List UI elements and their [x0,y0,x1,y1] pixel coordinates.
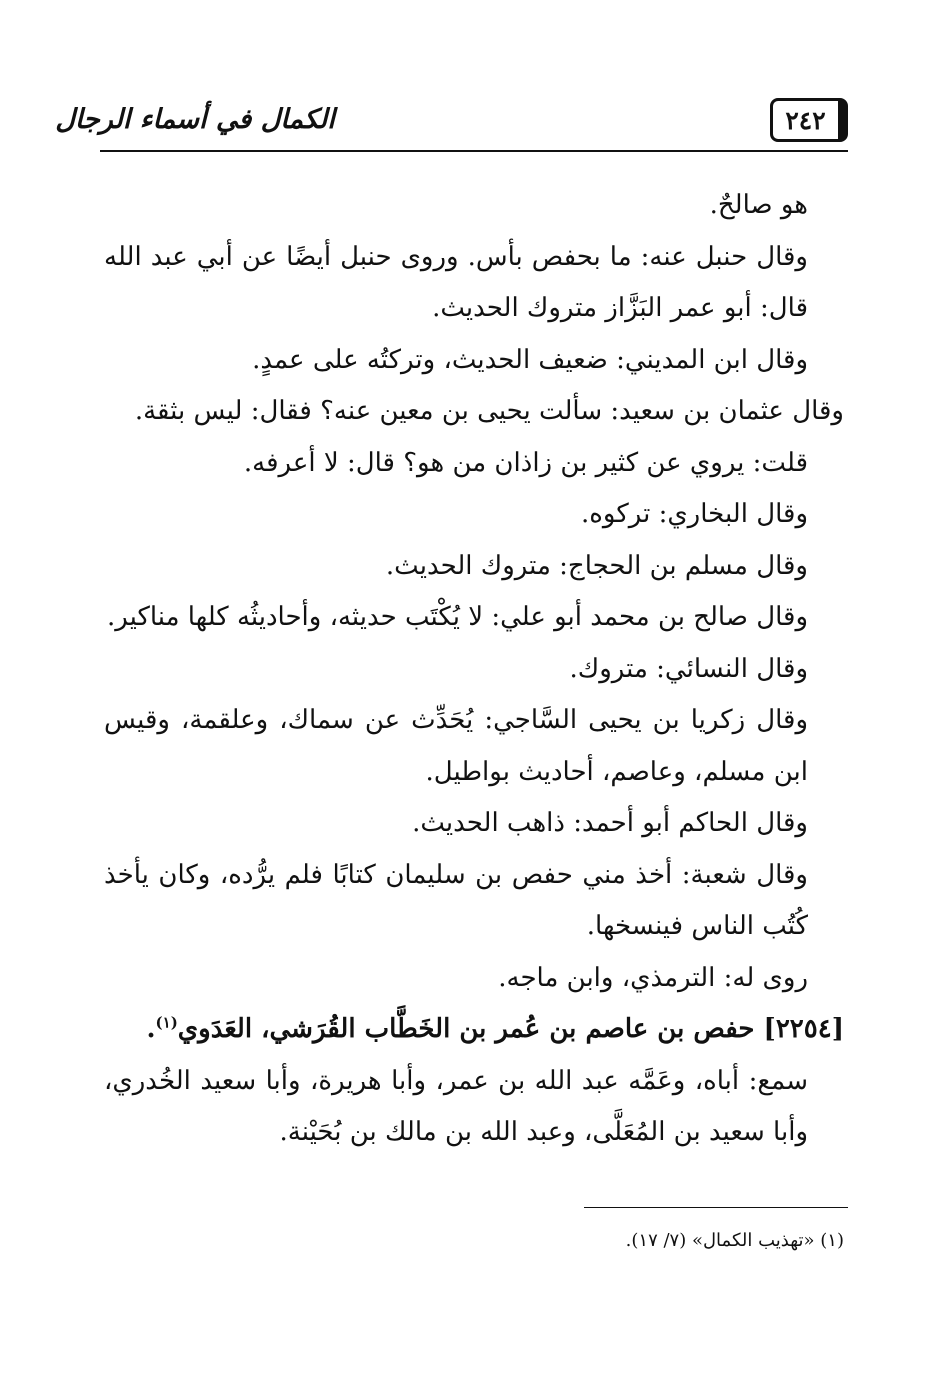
paragraph: وقال زكريا بن يحيى السَّاجي: يُحَدِّث عن سماك، وعلقمة، وقيس ابن مسلم، وعاصم، أحاديث بواطيل. [104,705,808,787]
paragraph: وقال ابن المديني: ضعيف الحديث، وتركتُه على عمدٍ. [252,344,808,375]
header-divider [100,150,848,152]
paragraph: وقال شعبة: أخذ مني حفص بن سليمان كتابًا فلم يرُّده، وكان يأخذ كُتُب الناس فينسخها. [104,859,808,941]
main-text [104,180,844,1159]
paragraph: روى له: الترمذي، وابن ماجه. [498,962,808,993]
entry-heading-text: [٢٢٥٤] حفص بن عاصم بن عُمر بن الخَطَّاب القُرَشي، العَدَوي [177,1014,844,1044]
running-title: الكمال في أسماء الرجال [55,103,335,135]
footnote-reference: (١) [155,1013,178,1032]
page-header [55,92,848,154]
page-number: ٢٤٢ [770,98,848,142]
paragraph: وقال الحاكم أبو أحمد: ذاهب الحديث. [412,808,808,838]
footnote-divider [584,1207,848,1208]
entry-heading: [٢٢٥٤] حفص بن عاصم بن عُمر بن الخَطَّاب القُرَشي، العَدَوي$^{(١)}$. [146,1013,844,1044]
paragraph: قلت: يروي عن كثير بن زاذان من هو؟ قال: لا أعرفه. [243,447,808,478]
paragraph: وقال عثمان بن سعيد: سألت يحيى بن معين عنه؟ فقال: ليس بثقة. [134,396,844,426]
paragraph: وقال مسلم بن الحجاج: متروك الحديث. [385,550,808,581]
paragraph: وقال حنبل عنه: ما بحفص بأس. وروى حنبل أيضًا عن أبي عبد الله قال: أبو عمر البَزَّاز متروك الحديث. [104,241,808,323]
paragraph: وقال صالح بن محمد أبو علي: لا يُكْتَب حديثه، وأحاديثُه كلها مناكير. [107,602,808,632]
paragraph: سمع: أباه، وعَمَّه عبد الله بن عمر، وأبا هريرة، وأبا سعيد الخُدري، وأبا سعيد بن المُعَلَّى، وعبد الله بن مالك بن بُحَيْنة. [104,1065,808,1147]
footnote: (١) «تهذيب الكمال» (٧/ ١٧). [625,1230,844,1251]
paragraph: هو صالحٌ. [709,190,808,220]
paragraph: وقال البخاري: تركوه. [581,499,808,529]
paragraph: وقال النسائي: متروك. [569,653,808,684]
